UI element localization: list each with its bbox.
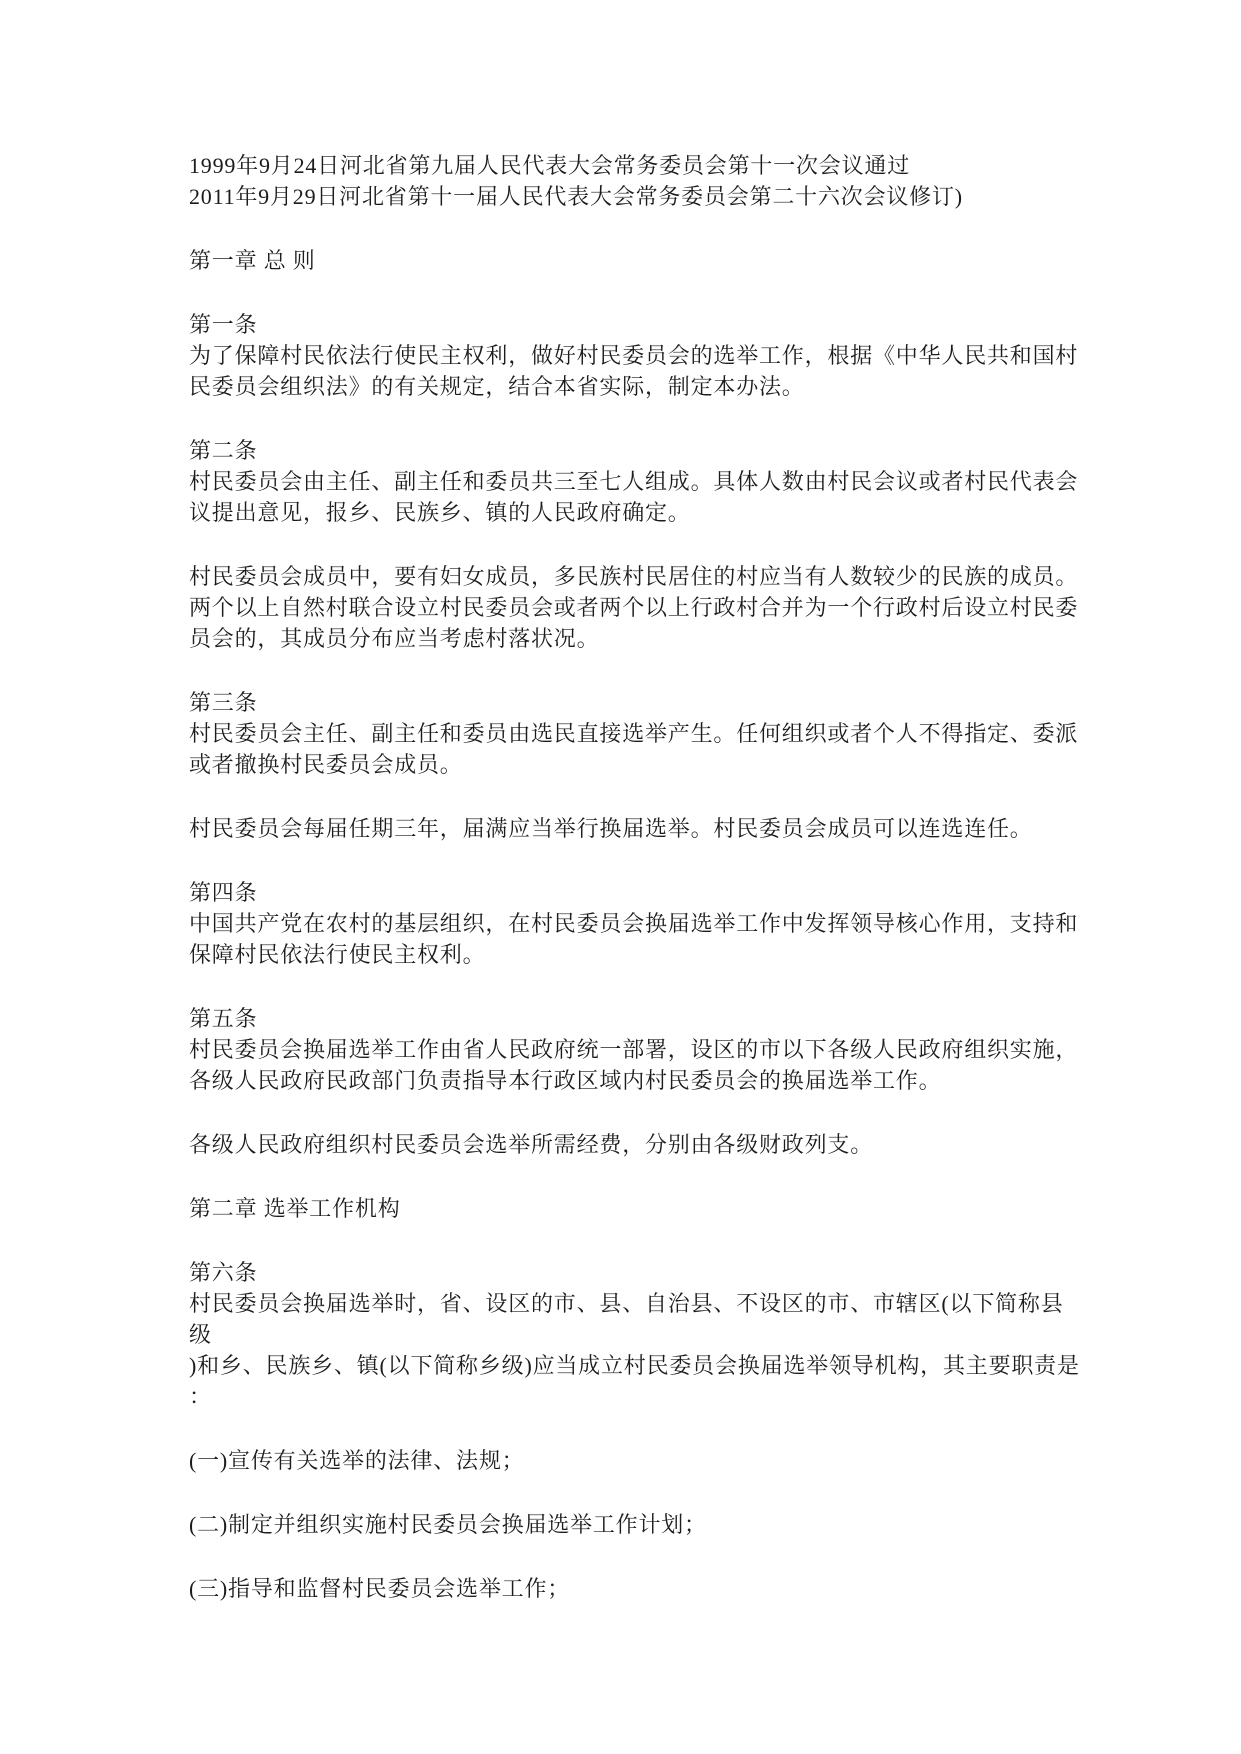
text-line: 村民委员会每届任期三年，届满应当举行换届选举。村民委员会成员可以连选连任。: [189, 816, 1033, 841]
text-line: 村民委员会换届选举工作由省人民政府统一部署，设区的市以下各级人民政府组织实施，: [189, 1037, 1079, 1062]
text-line: 村民委员会换届选举时，省、设区的市、县、自治县、不设区的市、市辖区(以下简称县级: [189, 1291, 1064, 1347]
text-line: 保障村民依法行使民主权利。: [189, 942, 486, 967]
article-2-paragraph-2: [189, 561, 1081, 654]
text-line: 议提出意见，报乡、民族乡、镇的人民政府确定。: [189, 500, 691, 525]
article-5-paragraph-2: [189, 1129, 1081, 1160]
text-line: 第一条: [189, 312, 258, 337]
text-line: 第六条: [189, 1260, 258, 1285]
text-line: 第三条: [189, 690, 258, 715]
text-line: 第一章 总 则: [189, 248, 316, 273]
text-line: 或者撤换村民委员会成员。: [189, 752, 463, 777]
text-line: 员会的，其成员分布应当考虑村落状况。: [189, 626, 600, 651]
text-line: (三)指导和监督村民委员会选举工作；: [189, 1576, 571, 1601]
text-line: 第五条: [189, 1006, 258, 1031]
article-4: [189, 877, 1081, 970]
text-line: 各级人民政府组织村民委员会选举所需经费，分别由各级财政列支。: [189, 1132, 874, 1157]
text-line: 两个以上自然村联合设立村民委员会或者两个以上行政村合并为一个行政村后设立村民委: [189, 595, 1079, 620]
text-line: ：: [189, 1384, 212, 1409]
text-line: 第四条: [189, 880, 258, 905]
article-6-item-1: [189, 1445, 1081, 1476]
article-3-paragraph-2: [189, 813, 1081, 844]
text-line: (一)宣传有关选举的法律、法规；: [189, 1448, 525, 1473]
text-line: (二)制定并组织实施村民委员会换届选举工作计划；: [189, 1512, 707, 1537]
text-line: 村民委员会主任、副主任和委员由选民直接选举产生。任何组织或者个人不得指定、委派: [189, 721, 1079, 746]
article-6: [189, 1257, 1081, 1412]
preamble-adoption-lines: [189, 150, 1081, 212]
article-2: [189, 435, 1081, 528]
text-line: 村民委员会由主任、副主任和委员共三至七人组成。具体人数由村民会议或者村民代表会: [189, 469, 1079, 494]
text-line: )和乡、民族乡、镇(以下简称乡级)应当成立村民委员会换届选举领导机构，其主要职责是: [189, 1353, 1080, 1378]
text-line: 中国共产党在农村的基层组织，在村民委员会换届选举工作中发挥领导核心作用，支持和: [189, 911, 1079, 936]
article-3: [189, 687, 1081, 780]
text-line: 1999年9月24日河北省第九届人民代表大会常务委员会第十一次会议通过: [189, 153, 911, 178]
text-line: 2011年9月29日河北省第十一届人民代表大会常务委员会第二十六次会议修订): [189, 184, 963, 209]
article-5: [189, 1003, 1081, 1096]
chapter-1-heading: [189, 245, 1081, 276]
article-6-item-2: [189, 1509, 1081, 1540]
chapter-2-heading: [189, 1193, 1081, 1224]
text-line: 民委员会组织法》的有关规定，结合本省实际，制定本办法。: [189, 374, 805, 399]
text-line: 村民委员会成员中，要有妇女成员，多民族村民居住的村应当有人数较少的民族的成员。: [189, 564, 1079, 589]
article-1: [189, 309, 1081, 402]
text-line: 为了保障村民依法行使民主权利，做好村民委员会的选举工作，根据《中华人民共和国村: [189, 343, 1079, 368]
text-line: 第二条: [189, 438, 258, 463]
text-line: 第二章 选举工作机构: [189, 1196, 401, 1221]
article-6-item-3: [189, 1573, 1081, 1604]
text-line: 各级人民政府民政部门负责指导本行政区域内村民委员会的换届选举工作。: [189, 1068, 942, 1093]
